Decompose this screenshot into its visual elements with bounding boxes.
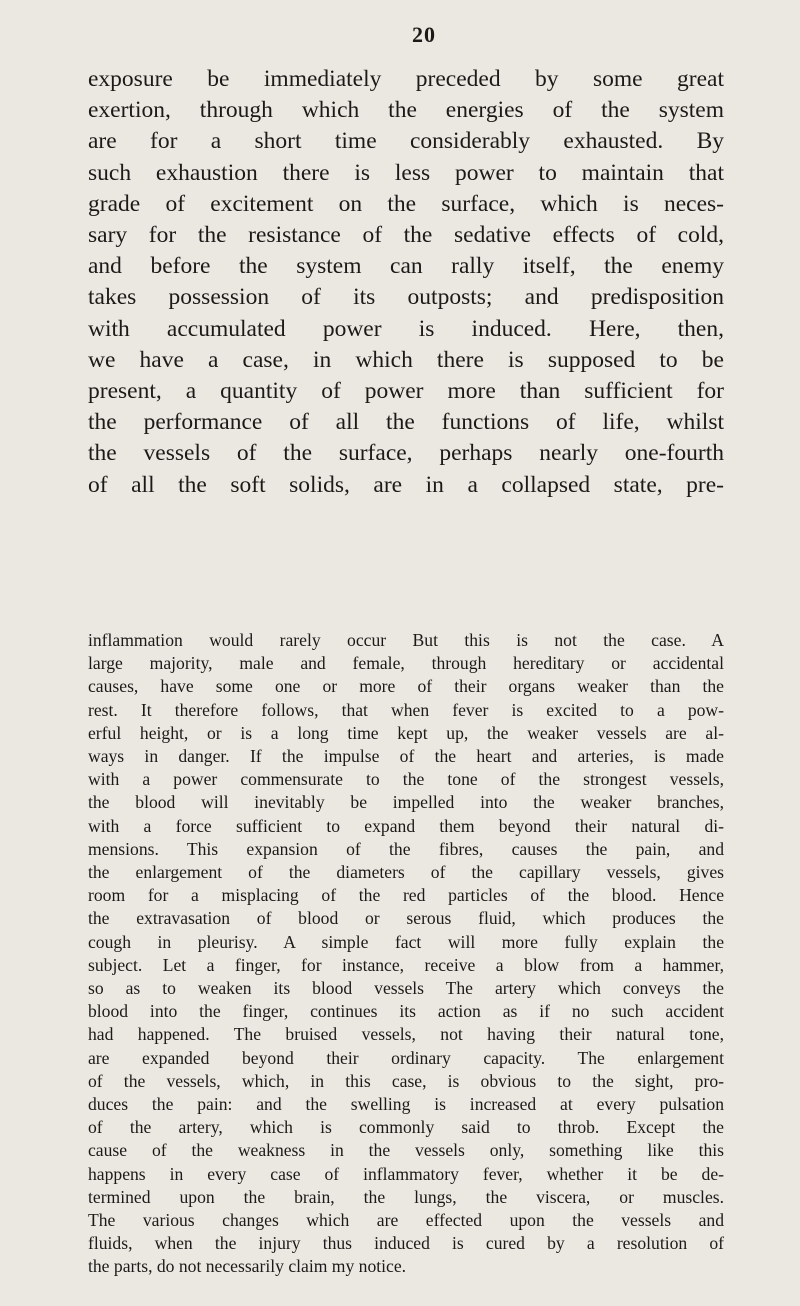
text-line: mensions. This expansion of the fibres, causes the pain, and — [88, 838, 724, 859]
text-line: of all the soft solids, are in a collapsed state, pre- — [88, 471, 724, 498]
text-line: with a power commensurate to the tone of the strongest vessels, — [88, 769, 724, 790]
text-line: had happened. The bruised vessels, not having their natural tone, — [88, 1024, 724, 1045]
text-line: takes possession of its outposts; and predisposition — [88, 284, 724, 311]
text-line: grade of excitement on the surface, which is neces- — [88, 190, 724, 217]
text-line: are for a short time considerably exhausted. By — [88, 128, 724, 155]
text-line: the enlargement of the diameters of the capillary vessels, gives — [88, 862, 724, 883]
text-line: such exhaustion there is less power to maintain that — [88, 159, 724, 186]
text-line: causes, have some one or more of their organs weaker than the — [88, 676, 724, 697]
text-line: exposure be immediately preceded by some great — [88, 66, 724, 92]
text-line: with accumulated power is induced. Here, then, — [88, 315, 724, 342]
text-line: subject. Let a finger, for instance, receive a blow from a hammer, — [88, 954, 724, 975]
text-line: of the artery, which is commonly said to throb. Except the — [88, 1117, 724, 1138]
text-line: ways in danger. If the impulse of the heart and arteries, is made — [88, 746, 724, 767]
text-line: the vessels of the surface, perhaps nearly one-fourth — [88, 440, 724, 467]
text-line: blood into the finger, continues its action as if no such accident — [88, 1001, 724, 1022]
text-line: cause of the weakness in the vessels only, something like this — [88, 1140, 724, 1161]
small-paragraph — [88, 629, 724, 1279]
text-line: the performance of all the functions of life, whilst — [88, 409, 724, 436]
text-line: room for a misplacing of the red particles of the blood. Hence — [88, 885, 724, 906]
text-line: of the vessels, which, in this case, is obvious to the sight, pro- — [88, 1070, 724, 1091]
text-line: the parts, do not necessarily claim my notice. — [88, 1256, 407, 1277]
text-line: fluids, when the injury thus induced is cured by a resolution of — [88, 1233, 724, 1254]
text-line: with a force sufficient to expand them beyond their natural di- — [88, 815, 724, 836]
text-line: inflammation would rarely occur But this is not the case. A — [88, 630, 724, 650]
page-number: 20 — [412, 22, 436, 47]
text-line: erful height, or is a long time kept up, the weaker vessels are al- — [88, 722, 724, 743]
text-line: cough in pleurisy. A simple fact will more fully explain the — [88, 931, 724, 952]
text-line: present, a quantity of power more than sufficient for — [88, 378, 724, 405]
text-line: so as to weaken its blood vessels The artery which conveys the — [88, 978, 724, 999]
text-line: sary for the resistance of the sedative effects of cold, — [88, 222, 724, 249]
text-line: are expanded beyond their ordinary capacity. The enlargement — [88, 1047, 724, 1068]
text-line: we have a case, in which there is supposed to be — [88, 346, 724, 373]
text-line: the blood will inevitably be impelled into the weaker branches, — [88, 792, 724, 813]
large-paragraph — [88, 64, 724, 501]
text-line: the extravasation of blood or serous fluid, which produces the — [88, 908, 724, 929]
text-line: termined upon the brain, the lungs, the viscera, or muscles. — [88, 1186, 724, 1207]
text-line: duces the pain: and the swelling is increased at every pulsation — [88, 1094, 724, 1115]
text-line: The various changes which are effected upon the vessels and — [88, 1210, 724, 1231]
text-line: large majority, male and female, through hereditary or accidental — [88, 653, 724, 674]
text-line: happens in every case of inflammatory fever, whether it be de- — [88, 1163, 724, 1184]
text-line: and before the system can rally itself, the enemy — [88, 253, 724, 280]
text-line: exertion, through which the energies of the system — [88, 97, 724, 124]
text-line: rest. It therefore follows, that when fever is excited to a pow- — [88, 699, 724, 720]
